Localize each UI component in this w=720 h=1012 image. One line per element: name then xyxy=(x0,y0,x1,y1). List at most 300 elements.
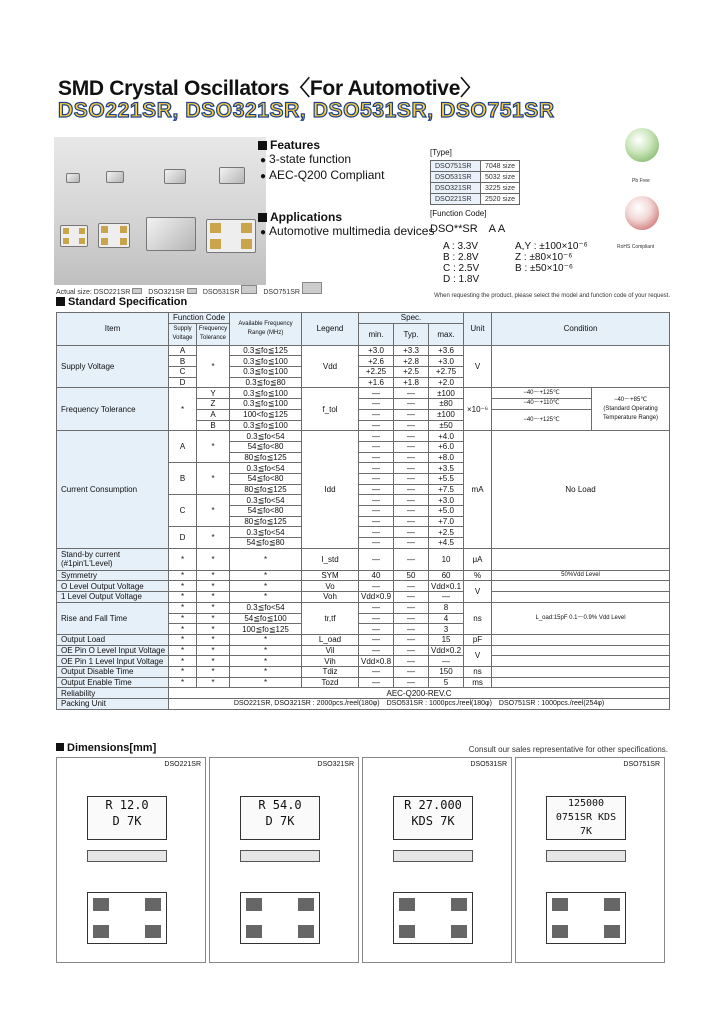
pad-layout-diagram xyxy=(393,892,473,944)
cell: * xyxy=(197,592,230,603)
cell: 50 xyxy=(394,570,429,581)
cell: 80≦fo≦125 xyxy=(230,484,302,495)
cell: * xyxy=(197,677,230,688)
row-output-disable-time: Output Disable Time xyxy=(57,666,169,677)
cell: Vih xyxy=(302,656,359,667)
cell: — xyxy=(359,420,394,431)
tolerance-code: A,Y : ±100×10⁻⁶ xyxy=(515,241,588,252)
cell: * xyxy=(169,592,197,603)
features-heading: Features xyxy=(258,138,320,152)
cell: +3.3 xyxy=(394,345,429,356)
cell: — xyxy=(394,409,429,420)
cell: Z xyxy=(197,399,230,410)
cell: * xyxy=(197,463,230,495)
cell: * xyxy=(169,624,197,635)
product-photo xyxy=(54,137,266,285)
dimension-box-title: DSO531SR xyxy=(470,761,507,768)
cell: * xyxy=(230,656,302,667)
cell: * xyxy=(169,602,197,613)
cell: V xyxy=(464,581,492,602)
cell xyxy=(492,666,670,677)
cell: 54≦fo≦100 xyxy=(230,613,302,624)
cell: DSO221SR, DSO321SR : 2000pcs./reel(180φ) DSO531SR : 1000pcs./reel(180φ) DSO751SR : 1000pcs./reel(254φ) xyxy=(169,699,670,710)
cell: — xyxy=(394,516,429,527)
cell: B xyxy=(197,420,230,431)
cell: ±100 xyxy=(429,388,464,399)
type-table-heading: [Type] xyxy=(430,148,452,157)
cell: +3.5 xyxy=(429,463,464,474)
row-supply-voltage: Supply Voltage xyxy=(57,345,169,388)
row-oe-high-input: OE Pin 1 Level Input Voltage xyxy=(57,656,169,667)
type-name: DSO751SR xyxy=(431,161,481,172)
cell: % xyxy=(464,570,492,581)
cell: 4 xyxy=(429,613,464,624)
cell: * xyxy=(169,677,197,688)
cell: * xyxy=(197,495,230,527)
cell: 0.3≦fo<54 xyxy=(230,602,302,613)
cell: * xyxy=(230,548,302,570)
cell: * xyxy=(169,613,197,624)
cell: * xyxy=(169,634,197,645)
cell: 150 xyxy=(429,666,464,677)
cell: D xyxy=(169,527,197,548)
side-view xyxy=(87,850,167,862)
cell: — xyxy=(394,548,429,570)
row-packing-unit: Packing Unit xyxy=(57,699,169,710)
cell: Tozd xyxy=(302,677,359,688)
row-symmetry: Symmetry xyxy=(57,570,169,581)
marking-line: R 54.0 xyxy=(258,798,302,812)
cell: — xyxy=(394,399,429,410)
row-standby-current: Stand-by current (#1pin'L'Level) xyxy=(57,548,169,570)
cell: — xyxy=(359,645,394,656)
cell: * xyxy=(197,602,230,613)
cell: +3.0 xyxy=(359,345,394,356)
cell: 0.3≦fo≦100 xyxy=(230,356,302,367)
cell xyxy=(492,634,670,645)
col-spec: Spec. xyxy=(359,313,464,324)
cell: +2.25 xyxy=(359,367,394,378)
cell: * xyxy=(197,548,230,570)
function-code-tolerance-list xyxy=(515,241,588,274)
row-output-enable-time: Output Enable Time xyxy=(57,677,169,688)
function-code-voltage-list xyxy=(443,241,479,285)
col-frequency-tolerance: Frequency Tolerance xyxy=(197,323,230,345)
cell: V xyxy=(464,645,492,666)
cell: ms xyxy=(464,677,492,688)
marking-line: D 7K xyxy=(265,814,295,828)
type-name: DSO221SR xyxy=(431,194,481,205)
cell: — xyxy=(394,634,429,645)
cell: +7.5 xyxy=(429,484,464,495)
cell xyxy=(592,388,670,431)
cell: * xyxy=(230,581,302,592)
cell: * xyxy=(230,592,302,603)
cell: — xyxy=(394,666,429,677)
cell: * xyxy=(230,634,302,645)
type-size: 7048 size xyxy=(481,161,520,172)
dimension-box-title: DSO751SR xyxy=(623,761,660,768)
cell: 54≦fo≦80 xyxy=(230,538,302,549)
marking-line: KDS 7K xyxy=(411,814,455,828)
rohs-label: RoHS Compliant xyxy=(617,244,655,250)
size-swatch xyxy=(241,285,257,294)
cell: — xyxy=(359,613,394,624)
cell: * xyxy=(169,581,197,592)
size-swatch xyxy=(302,282,322,294)
cell: 0.3≦fo≦100 xyxy=(230,420,302,431)
actual-size-item: DSO531SR xyxy=(202,289,240,296)
cond-text: −40〜+85℃ xyxy=(613,396,648,403)
cell: — xyxy=(394,420,429,431)
cell: * xyxy=(169,666,197,677)
cell: −40〜+125℃ xyxy=(492,409,592,430)
cell: Vdd×0.2 xyxy=(429,645,464,656)
cell: pF xyxy=(464,634,492,645)
chip-dso531sr-image xyxy=(164,169,186,184)
cell: Idd xyxy=(302,431,359,549)
cell: μA xyxy=(464,548,492,570)
cell: +5.5 xyxy=(429,473,464,484)
cell xyxy=(492,677,670,688)
pad-layout-diagram xyxy=(87,892,167,944)
cell: AEC-Q200-REV.C xyxy=(169,688,670,699)
cell: — xyxy=(394,495,429,506)
cell: B xyxy=(169,463,197,495)
col-range: Available Frequency Range (MHz) xyxy=(230,313,302,346)
cell: +1.6 xyxy=(359,377,394,388)
cell xyxy=(492,345,670,388)
cell: No Load xyxy=(492,431,670,549)
cell: Vo xyxy=(302,581,359,592)
marking-diagram xyxy=(240,796,320,840)
cell: — xyxy=(394,624,429,635)
cell: ±50 xyxy=(429,420,464,431)
cell: * xyxy=(197,613,230,624)
cell xyxy=(492,581,670,592)
cell: 100≦fo≦125 xyxy=(230,624,302,635)
cell: — xyxy=(394,431,429,442)
dimensions-heading: Dimensions[mm] xyxy=(56,742,156,754)
cell: — xyxy=(394,452,429,463)
cell: 54≦fo<80 xyxy=(230,441,302,452)
cell: +3.6 xyxy=(429,345,464,356)
cell: +6.0 xyxy=(429,441,464,452)
chip-bottom-2 xyxy=(98,223,130,248)
chip-dso221sr-image xyxy=(66,173,80,183)
cell: mA xyxy=(464,431,492,549)
cell: — xyxy=(359,677,394,688)
cell: −40〜+110℃ xyxy=(492,399,592,410)
cell: — xyxy=(394,388,429,399)
cell: Vil xyxy=(302,645,359,656)
feature-item: ● AEC-Q200 Compliant xyxy=(260,168,384,184)
dimension-box-dso751sr xyxy=(515,757,665,963)
cell: f_tol xyxy=(302,388,359,431)
cell xyxy=(492,645,670,656)
chip-bottom-large xyxy=(206,219,256,253)
row-rise-fall-time: Rise and Fall Time xyxy=(57,602,169,634)
cell: 0.3≦fo<54 xyxy=(230,463,302,474)
col-condition: Condition xyxy=(492,313,670,346)
cell: A xyxy=(197,409,230,420)
cell: 0.3≦fo≦100 xyxy=(230,388,302,399)
col-typ: Typ. xyxy=(394,323,429,345)
cell: ×10⁻⁶ xyxy=(464,388,492,431)
cell: 80≦fo≦125 xyxy=(230,452,302,463)
spec-table xyxy=(56,312,670,710)
marking-diagram xyxy=(546,796,626,840)
pad-layout-diagram xyxy=(546,892,626,944)
cell: tr,tf xyxy=(302,602,359,634)
cell: I_std xyxy=(302,548,359,570)
voltage-code: A : 3.3V xyxy=(443,241,479,252)
cell: — xyxy=(394,527,429,538)
marking-line: D 7K xyxy=(112,814,142,828)
dimension-box-title: DSO221SR xyxy=(164,761,201,768)
cell: D xyxy=(169,377,197,388)
cell: * xyxy=(169,548,197,570)
col-legend: Legend xyxy=(302,313,359,346)
col-unit: Unit xyxy=(464,313,492,346)
cell: * xyxy=(169,656,197,667)
pb-free-label: Pb Free xyxy=(632,178,650,184)
actual-size-legend: Actual size: DSO221SR DSO321SR DSO531SR DSO751SR xyxy=(56,282,326,296)
cell: — xyxy=(359,506,394,517)
cell: * xyxy=(197,656,230,667)
cell: — xyxy=(394,463,429,474)
marking-line: 125000 xyxy=(567,798,605,809)
cell: 0.3≦fo<54 xyxy=(230,495,302,506)
dimension-box-dso531sr xyxy=(362,757,512,963)
cell: — xyxy=(359,463,394,474)
cell: — xyxy=(359,484,394,495)
cell: Y xyxy=(197,388,230,399)
cell: — xyxy=(394,677,429,688)
cell: Voh xyxy=(302,592,359,603)
chip-bottom-1 xyxy=(60,225,88,247)
cell: A xyxy=(169,431,197,463)
actual-size-item: DSO221SR xyxy=(93,289,131,296)
actual-size-item: DSO321SR xyxy=(148,289,185,296)
cell: 100<fo≦125 xyxy=(230,409,302,420)
cell: C xyxy=(169,495,197,527)
cell: — xyxy=(359,581,394,592)
cell: — xyxy=(394,581,429,592)
row-oe-low-input: OE Pin O Level Input Voltage xyxy=(57,645,169,656)
cell: +2.6 xyxy=(359,356,394,367)
order-note: When requesting the product, please select the model and function code of your request. xyxy=(434,293,670,299)
col-supply-voltage: Supply Voltage xyxy=(169,323,197,345)
function-code-heading: [Function Code] xyxy=(430,209,487,218)
cell: 0.3≦fo<54 xyxy=(230,431,302,442)
cell: — xyxy=(359,399,394,410)
pad-layout-diagram xyxy=(240,892,320,944)
page-title: SMD Crystal Oscillators〈For Automotive〉 xyxy=(58,77,481,100)
cell: C xyxy=(169,367,197,378)
model-list: DSO221SR, DSO321SR, DSO531SR, DSO751SR xyxy=(58,99,555,122)
cell: — xyxy=(394,602,429,613)
col-max: max. xyxy=(429,323,464,345)
cell: — xyxy=(394,645,429,656)
cell: — xyxy=(394,441,429,452)
cell: SYM xyxy=(302,570,359,581)
rohs-badge-icon xyxy=(625,196,659,230)
cell: +7.0 xyxy=(429,516,464,527)
applications-heading: Applications xyxy=(258,210,342,224)
cell: — xyxy=(359,473,394,484)
cell: * xyxy=(197,634,230,645)
cell: — xyxy=(394,473,429,484)
side-view xyxy=(546,850,626,862)
cell: 0.3≦fo≦125 xyxy=(230,345,302,356)
side-view xyxy=(393,850,473,862)
cell: * xyxy=(197,666,230,677)
cell: * xyxy=(197,431,230,463)
cell: — xyxy=(394,613,429,624)
cell: 0.3≦fo≦80 xyxy=(230,377,302,388)
function-code-series: DSO**SR A A xyxy=(430,223,506,235)
col-function-code: Function Code xyxy=(169,313,230,324)
marking-diagram xyxy=(87,796,167,840)
tolerance-code: Z : ±80×10⁻⁶ xyxy=(515,252,573,263)
features-list xyxy=(260,152,384,184)
cell: +3.0 xyxy=(429,356,464,367)
cell: — xyxy=(359,666,394,677)
cell: * xyxy=(230,666,302,677)
row-1-level-output: 1 Level Output Voltage xyxy=(57,592,169,603)
cell: +4.0 xyxy=(429,431,464,442)
type-size: 3225 size xyxy=(481,183,520,194)
cell: +5.0 xyxy=(429,506,464,517)
cell: Tdiz xyxy=(302,666,359,677)
marking-diagram xyxy=(393,796,473,840)
cell: * xyxy=(169,388,197,431)
cell xyxy=(492,548,670,570)
row-output-load: Output Load xyxy=(57,634,169,645)
cell: +2.5 xyxy=(394,367,429,378)
side-view xyxy=(240,850,320,862)
row-o-level-output: O Level Output Voltage xyxy=(57,581,169,592)
cell: 8 xyxy=(429,602,464,613)
applications-list xyxy=(260,224,434,240)
cell: V xyxy=(464,345,492,388)
cell: L_oad xyxy=(302,634,359,645)
cell: * xyxy=(197,624,230,635)
chip-dso751sr-image xyxy=(219,167,245,184)
cell: ns xyxy=(464,602,492,634)
cell: +3.0 xyxy=(429,495,464,506)
cell: 80≦fo≦125 xyxy=(230,516,302,527)
spec-heading: Standard Specification xyxy=(56,296,187,308)
marking-line: 0751SR KDS 7K xyxy=(555,812,617,837)
cell: — xyxy=(359,527,394,538)
dimension-box-dso221sr xyxy=(56,757,206,963)
cell: 0.3≦fo≦100 xyxy=(230,367,302,378)
cell: 54≦fo<80 xyxy=(230,473,302,484)
row-current-consumption: Current Consumption xyxy=(57,431,169,549)
cell: — xyxy=(394,538,429,549)
cell: 0.3≦fo<54 xyxy=(230,527,302,538)
application-item: ● Automotive multimedia devices xyxy=(260,224,434,240)
cell: 0.3≦fo≦100 xyxy=(230,399,302,410)
cell: +2.5 xyxy=(429,527,464,538)
cell: — xyxy=(394,592,429,603)
cell: * xyxy=(197,581,230,592)
cell: Vdd xyxy=(302,345,359,388)
cell: * xyxy=(169,570,197,581)
dimension-box-title: DSO321SR xyxy=(317,761,354,768)
cell: * xyxy=(197,345,230,388)
cell: A xyxy=(169,345,197,356)
actual-size-label: Actual size xyxy=(56,289,90,296)
cell: — xyxy=(359,431,394,442)
col-min: min. xyxy=(359,323,394,345)
size-swatch xyxy=(187,288,197,294)
cell: — xyxy=(359,538,394,549)
cell: — xyxy=(359,388,394,399)
cell: — xyxy=(359,634,394,645)
cell: 5 xyxy=(429,677,464,688)
cell: +2.75 xyxy=(429,367,464,378)
tolerance-code: B : ±50×10⁻⁶ xyxy=(515,263,573,274)
cell xyxy=(492,656,670,667)
cell: ±80 xyxy=(429,399,464,410)
marking-line: R 27.000 xyxy=(404,798,462,812)
cell: 60 xyxy=(429,570,464,581)
cell: 54≦fo<80 xyxy=(230,506,302,517)
actual-size-item: DSO751SR xyxy=(263,289,300,296)
size-swatch xyxy=(132,288,142,294)
cell: — xyxy=(394,656,429,667)
marking-line: R 12.0 xyxy=(105,798,149,812)
cell: 40 xyxy=(359,570,394,581)
cell: * xyxy=(230,570,302,581)
cell: ±100 xyxy=(429,409,464,420)
type-table xyxy=(430,148,520,205)
cell xyxy=(492,592,670,603)
cell: — xyxy=(359,602,394,613)
cell: −40〜+125℃ xyxy=(492,388,592,399)
type-size: 5032 size xyxy=(481,172,520,183)
cell: +1.8 xyxy=(394,377,429,388)
cell: * xyxy=(230,645,302,656)
voltage-code: B : 2.8V xyxy=(443,252,479,263)
cell: Vdd×0.8 xyxy=(359,656,394,667)
cell: 3 xyxy=(429,624,464,635)
cell: — xyxy=(429,656,464,667)
voltage-code: C : 2.5V xyxy=(443,263,480,274)
type-name: DSO321SR xyxy=(431,183,481,194)
cell: Vdd×0.9 xyxy=(359,592,394,603)
row-frequency-tolerance: Frequency Tolerance xyxy=(57,388,169,431)
cell: — xyxy=(429,592,464,603)
cell: L_oad:15pF 0.1〜0.9% Vdd Level xyxy=(492,602,670,634)
row-reliability: Reliability xyxy=(57,688,169,699)
cell: * xyxy=(169,645,197,656)
cell: — xyxy=(359,495,394,506)
cell: +2.0 xyxy=(429,377,464,388)
cell: +2.8 xyxy=(394,356,429,367)
consult-note: Consult our sales representative for other specifications. xyxy=(468,745,668,754)
voltage-code: D : 1.8V xyxy=(443,274,480,285)
cell: +4.5 xyxy=(429,538,464,549)
cell: — xyxy=(394,484,429,495)
cell: ns xyxy=(464,666,492,677)
cond-text: (Standard Operating Temperature Range) xyxy=(603,405,659,421)
pb-free-badge-icon xyxy=(625,128,659,162)
chip-dso321sr-image xyxy=(106,171,124,183)
